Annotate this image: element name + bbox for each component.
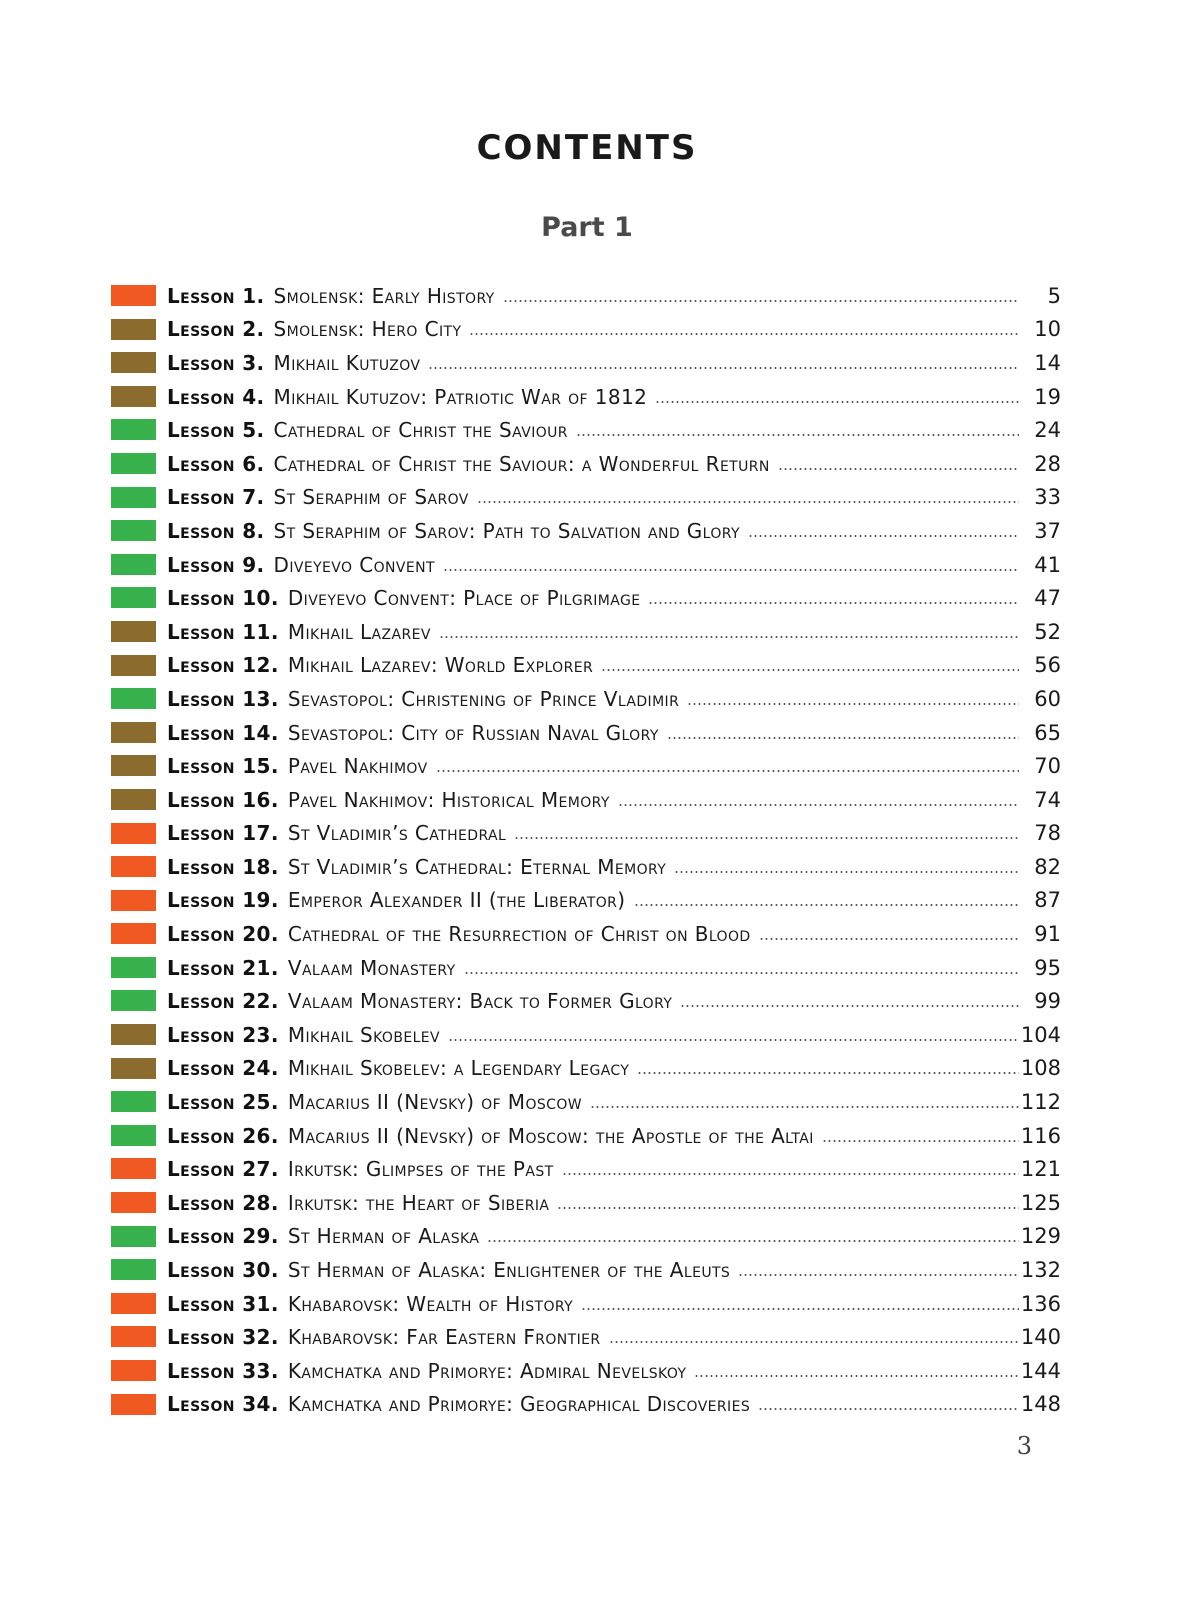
toc-entry-text: [167, 850, 1019, 884]
lesson-title: Valaam Monastery: Back to Former Glory: [287, 989, 673, 1014]
dot-leader: [562, 1173, 1019, 1175]
lesson-page-number: 14: [1034, 350, 1061, 375]
lesson-number: Lesson 12.: [167, 653, 279, 678]
lesson-color-marker: [111, 923, 156, 944]
toc-entry-text: [167, 1354, 1019, 1388]
lesson-number: Lesson 19.: [167, 888, 279, 913]
lesson-title: Sevastopol: City of Russian Naval Glory: [287, 720, 659, 745]
lesson-color-marker: [111, 856, 156, 877]
lesson-color-marker: [111, 1192, 156, 1213]
lesson-page-number: 70: [1034, 754, 1061, 779]
lesson-number: Lesson 10.: [167, 586, 279, 611]
toc-entry-text: [167, 1018, 1019, 1052]
lesson-number: Lesson 25.: [167, 1090, 279, 1115]
toc-entry-text: [167, 1320, 1019, 1354]
lesson-number: Lesson 18.: [167, 854, 279, 879]
toc-entry[interactable]: [111, 1186, 1061, 1220]
lesson-page-number: 5: [1047, 283, 1061, 308]
dot-leader: [557, 1207, 1019, 1209]
lesson-page-number: 19: [1034, 384, 1061, 409]
dot-leader: [822, 1140, 1019, 1142]
lesson-number: Lesson 6.: [167, 451, 265, 476]
lesson-number: Lesson 9.: [167, 552, 265, 577]
lesson-number: Lesson 2.: [167, 317, 265, 342]
lesson-title: Valaam Monastery: [287, 955, 456, 980]
dot-leader: [514, 837, 1019, 839]
lesson-number: Lesson 29.: [167, 1224, 279, 1249]
lesson-page-number: 24: [1034, 418, 1061, 443]
lesson-page-number: 136: [1020, 1291, 1061, 1316]
lesson-page-number: 78: [1034, 821, 1061, 846]
toc-entry-text: [167, 514, 1019, 548]
dot-leader: [687, 703, 1019, 705]
lesson-page-number: 148: [1020, 1392, 1061, 1417]
lesson-color-marker: [111, 1293, 156, 1314]
lesson-number: Lesson 26.: [167, 1123, 279, 1148]
lesson-page-number: 47: [1034, 586, 1061, 611]
lesson-page-number: 129: [1020, 1224, 1061, 1249]
lesson-color-marker: [111, 621, 156, 642]
lesson-color-marker: [111, 419, 156, 440]
toc-entry[interactable]: [111, 1287, 1061, 1321]
toc-entry[interactable]: [111, 279, 1061, 313]
lesson-page-number: 132: [1020, 1258, 1061, 1283]
lesson-color-marker: [111, 1226, 156, 1247]
dot-leader: [477, 501, 1019, 503]
lesson-title: Mikhail Kutuzov: Patriotic War of 1812: [273, 384, 648, 409]
lesson-title: Diveyevo Convent: Place of Pilgrimage: [287, 586, 641, 611]
lesson-title: Khabarovsk: Far Eastern Frontier: [287, 1325, 601, 1350]
lesson-page-number: 74: [1034, 787, 1061, 812]
lesson-number: Lesson 7.: [167, 485, 265, 510]
lesson-color-marker: [111, 1158, 156, 1179]
toc-entry-text: [167, 346, 1019, 380]
lesson-page-number: 95: [1034, 955, 1061, 980]
lesson-page-number: 144: [1020, 1358, 1061, 1383]
lesson-title: Mikhail Skobelev: a Legendary Legacy: [287, 1056, 630, 1081]
table-of-contents: [111, 279, 1061, 1421]
toc-entry[interactable]: [111, 1253, 1061, 1287]
lesson-title: Mikhail Lazarev: World Explorer: [287, 653, 594, 678]
toc-entry[interactable]: [111, 514, 1061, 548]
lesson-page-number: 99: [1034, 989, 1061, 1014]
lesson-page-number: 108: [1020, 1056, 1061, 1081]
toc-entry-text: [167, 447, 1019, 481]
lesson-number: Lesson 11.: [167, 619, 279, 644]
dot-leader: [778, 468, 1019, 470]
lesson-title: Irkutsk: Glimpses of the Past: [287, 1157, 554, 1182]
lesson-number: Lesson 5.: [167, 418, 265, 443]
lesson-color-marker: [111, 1326, 156, 1347]
lesson-title: Smolensk: Hero City: [273, 317, 462, 342]
toc-entry[interactable]: [111, 1052, 1061, 1086]
toc-entry-text: [167, 649, 1019, 683]
lesson-color-marker: [111, 990, 156, 1011]
lesson-number: Lesson 20.: [167, 922, 279, 947]
dot-leader: [443, 569, 1019, 571]
lesson-color-marker: [111, 1259, 156, 1280]
toc-entry[interactable]: [111, 682, 1061, 716]
lesson-number: Lesson 17.: [167, 821, 279, 846]
toc-entry-text: [167, 548, 1019, 582]
lesson-number: Lesson 14.: [167, 720, 279, 745]
dot-leader: [748, 535, 1019, 537]
lesson-color-marker: [111, 890, 156, 911]
toc-entry[interactable]: [111, 1354, 1061, 1388]
dot-leader: [436, 770, 1019, 772]
dot-leader: [648, 602, 1019, 604]
lesson-color-marker: [111, 1058, 156, 1079]
toc-entry-text: [167, 1388, 1019, 1422]
dot-leader: [428, 367, 1019, 369]
toc-entry-text: [167, 481, 1019, 515]
toc-entry-text: [167, 1287, 1019, 1321]
lesson-color-marker: [111, 688, 156, 709]
dot-leader: [680, 1005, 1019, 1007]
lesson-title: St Vladimir’s Cathedral: Eternal Memory: [287, 854, 667, 879]
dot-leader: [634, 904, 1020, 906]
toc-entry-text: [167, 783, 1019, 817]
part-title: Part 1: [541, 212, 633, 243]
toc-entry[interactable]: [111, 548, 1061, 582]
lesson-page-number: 65: [1034, 720, 1061, 745]
lesson-title: Macarius II (Nevsky) of Moscow: the Apostle of the Altai: [287, 1123, 814, 1148]
toc-entry-text: [167, 1186, 1019, 1220]
dot-leader: [609, 1341, 1019, 1343]
lesson-color-marker: [111, 1360, 156, 1381]
toc-entry-text: [167, 716, 1019, 750]
toc-entry[interactable]: [111, 817, 1061, 851]
lesson-number: Lesson 15.: [167, 754, 279, 779]
lesson-page-number: 37: [1034, 518, 1061, 543]
lesson-page-number: 125: [1020, 1190, 1061, 1215]
lesson-page-number: 121: [1020, 1157, 1061, 1182]
toc-entry[interactable]: [111, 749, 1061, 783]
lesson-page-number: 104: [1020, 1022, 1061, 1047]
lesson-page-number: 33: [1034, 485, 1061, 510]
lesson-page-number: 60: [1034, 686, 1061, 711]
toc-entry-text: [167, 1152, 1019, 1186]
lesson-number: Lesson 13.: [167, 686, 279, 711]
toc-entry-text: [167, 279, 1019, 313]
lesson-page-number: 52: [1034, 619, 1061, 644]
lesson-color-marker: [111, 722, 156, 743]
lesson-number: Lesson 16.: [167, 787, 279, 812]
lesson-color-marker: [111, 823, 156, 844]
lesson-color-marker: [111, 487, 156, 508]
toc-entry[interactable]: [111, 413, 1061, 447]
toc-entry[interactable]: [111, 850, 1061, 884]
dot-leader: [503, 300, 1019, 302]
dot-leader: [759, 938, 1019, 940]
toc-entry-text: [167, 817, 1019, 851]
lesson-title: Khabarovsk: Wealth of History: [287, 1291, 574, 1316]
lesson-color-marker: [111, 520, 156, 541]
lesson-color-marker: [111, 789, 156, 810]
dot-leader: [469, 333, 1019, 335]
dot-leader: [637, 1072, 1019, 1074]
lesson-title: Kamchatka and Primorye: Geographical Discoveries: [287, 1392, 751, 1417]
lesson-number: Lesson 30.: [167, 1258, 279, 1283]
toc-entry[interactable]: [111, 346, 1061, 380]
lesson-title: St Vladimir’s Cathedral: [287, 821, 507, 846]
lesson-number: Lesson 4.: [167, 384, 265, 409]
lesson-number: Lesson 21.: [167, 955, 279, 980]
lesson-color-marker: [111, 587, 156, 608]
toc-entry-text: [167, 984, 1019, 1018]
dot-leader: [694, 1375, 1019, 1377]
toc-entry[interactable]: [111, 783, 1061, 817]
lesson-page-number: 56: [1034, 653, 1061, 678]
toc-entry-text: [167, 682, 1019, 716]
lesson-title: St Seraphim of Sarov: [273, 485, 469, 510]
lesson-color-marker: [111, 655, 156, 676]
toc-entry-text: [167, 1119, 1019, 1153]
lesson-page-number: 91: [1034, 922, 1061, 947]
toc-entry-text: [167, 749, 1019, 783]
toc-entry-text: [167, 380, 1019, 414]
toc-entry[interactable]: [111, 313, 1061, 347]
lesson-title: St Herman of Alaska: [287, 1224, 480, 1249]
toc-entry[interactable]: [111, 1119, 1061, 1153]
dot-leader: [439, 636, 1019, 638]
lesson-color-marker: [111, 1125, 156, 1146]
lesson-title: Cathedral of Christ the Saviour: a Wonderful Return: [273, 451, 770, 476]
lesson-color-marker: [111, 1091, 156, 1112]
toc-entry[interactable]: [111, 615, 1061, 649]
toc-entry[interactable]: [111, 1018, 1061, 1052]
toc-entry[interactable]: [111, 481, 1061, 515]
lesson-color-marker: [111, 1394, 156, 1415]
dot-leader: [655, 401, 1019, 403]
dot-leader: [576, 434, 1019, 436]
toc-entry[interactable]: [111, 951, 1061, 985]
lesson-page-number: 112: [1020, 1090, 1061, 1115]
dot-leader: [738, 1274, 1019, 1276]
dot-leader: [667, 737, 1019, 739]
lesson-title: Pavel Nakhimov: Historical Memory: [287, 787, 610, 812]
toc-entry[interactable]: [111, 884, 1061, 918]
lesson-title: Smolensk: Early History: [273, 283, 495, 308]
lesson-page-number: 28: [1034, 451, 1061, 476]
lesson-title: Emperor Alexander II (the Liberator): [287, 888, 626, 913]
lesson-title: Macarius II (Nevsky) of Moscow: [287, 1090, 582, 1115]
lesson-page-number: 140: [1020, 1325, 1061, 1350]
page-number: 3: [1016, 1432, 1032, 1460]
toc-entry-text: [167, 884, 1019, 918]
toc-entry[interactable]: [111, 1320, 1061, 1354]
lesson-color-marker: [111, 1024, 156, 1045]
toc-entry-text: [167, 1253, 1019, 1287]
lesson-color-marker: [111, 352, 156, 373]
lesson-number: Lesson 28.: [167, 1190, 279, 1215]
lesson-title: Kamchatka and Primorye: Admiral Nevelskoy: [287, 1358, 687, 1383]
dot-leader: [590, 1106, 1019, 1108]
lesson-page-number: 10: [1034, 317, 1061, 342]
lesson-color-marker: [111, 957, 156, 978]
toc-entry[interactable]: [111, 716, 1061, 750]
toc-entry-text: [167, 1085, 1019, 1119]
dot-leader: [448, 1039, 1019, 1041]
lesson-color-marker: [111, 453, 156, 474]
lesson-color-marker: [111, 285, 156, 306]
toc-entry-text: [167, 917, 1019, 951]
lesson-page-number: 87: [1034, 888, 1061, 913]
lesson-title: Pavel Nakhimov: [287, 754, 428, 779]
toc-entry-text: [167, 1052, 1019, 1086]
toc-entry-text: [167, 581, 1019, 615]
lesson-number: Lesson 23.: [167, 1022, 279, 1047]
lesson-number: Lesson 8.: [167, 518, 265, 543]
lesson-color-marker: [111, 554, 156, 575]
toc-entry[interactable]: [111, 1085, 1061, 1119]
toc-entry[interactable]: [111, 1388, 1061, 1422]
lesson-title: St Herman of Alaska: Enlightener of the Aleuts: [287, 1258, 731, 1283]
toc-entry[interactable]: [111, 917, 1061, 951]
lesson-number: Lesson 34.: [167, 1392, 279, 1417]
lesson-number: Lesson 1.: [167, 283, 265, 308]
lesson-title: Sevastopol: Christening of Prince Vladimir: [287, 686, 680, 711]
dot-leader: [674, 871, 1019, 873]
lesson-page-number: 41: [1034, 552, 1061, 577]
lesson-number: Lesson 24.: [167, 1056, 279, 1081]
lesson-title: Cathedral of Christ the Saviour: [273, 418, 568, 443]
lesson-title: Cathedral of the Resurrection of Christ on Blood: [287, 922, 751, 947]
dot-leader: [487, 1240, 1019, 1242]
dot-leader: [581, 1308, 1019, 1310]
contents-heading: CONTENTS: [476, 128, 698, 168]
lesson-number: Lesson 32.: [167, 1325, 279, 1350]
lesson-number: Lesson 27.: [167, 1157, 279, 1182]
toc-entry-text: [167, 951, 1019, 985]
lesson-title: Irkutsk: the Heart of Siberia: [287, 1190, 550, 1215]
lesson-number: Lesson 22.: [167, 989, 279, 1014]
lesson-number: Lesson 33.: [167, 1358, 279, 1383]
lesson-title: Mikhail Lazarev: [287, 619, 431, 644]
lesson-number: Lesson 31.: [167, 1291, 279, 1316]
lesson-number: Lesson 3.: [167, 350, 265, 375]
lesson-color-marker: [111, 386, 156, 407]
lesson-color-marker: [111, 319, 156, 340]
lesson-color-marker: [111, 755, 156, 776]
toc-entry[interactable]: [111, 984, 1061, 1018]
toc-entry[interactable]: [111, 1220, 1061, 1254]
toc-entry[interactable]: [111, 380, 1061, 414]
toc-entry-text: [167, 313, 1019, 347]
toc-entry-text: [167, 413, 1019, 447]
toc-entry[interactable]: [111, 447, 1061, 481]
lesson-page-number: 82: [1034, 854, 1061, 879]
dot-leader: [464, 972, 1019, 974]
lesson-title: Mikhail Kutuzov: [273, 350, 421, 375]
toc-entry-text: [167, 615, 1019, 649]
dot-leader: [618, 804, 1019, 806]
dot-leader: [601, 669, 1019, 671]
toc-entry[interactable]: [111, 1152, 1061, 1186]
toc-entry[interactable]: [111, 581, 1061, 615]
lesson-title: St Seraphim of Sarov: Path to Salvation and Glory: [273, 518, 740, 543]
toc-entry[interactable]: [111, 649, 1061, 683]
dot-leader: [758, 1408, 1019, 1410]
lesson-page-number: 116: [1020, 1123, 1061, 1148]
toc-entry-text: [167, 1220, 1019, 1254]
lesson-title: Mikhail Skobelev: [287, 1022, 441, 1047]
lesson-title: Diveyevo Convent: [273, 552, 435, 577]
